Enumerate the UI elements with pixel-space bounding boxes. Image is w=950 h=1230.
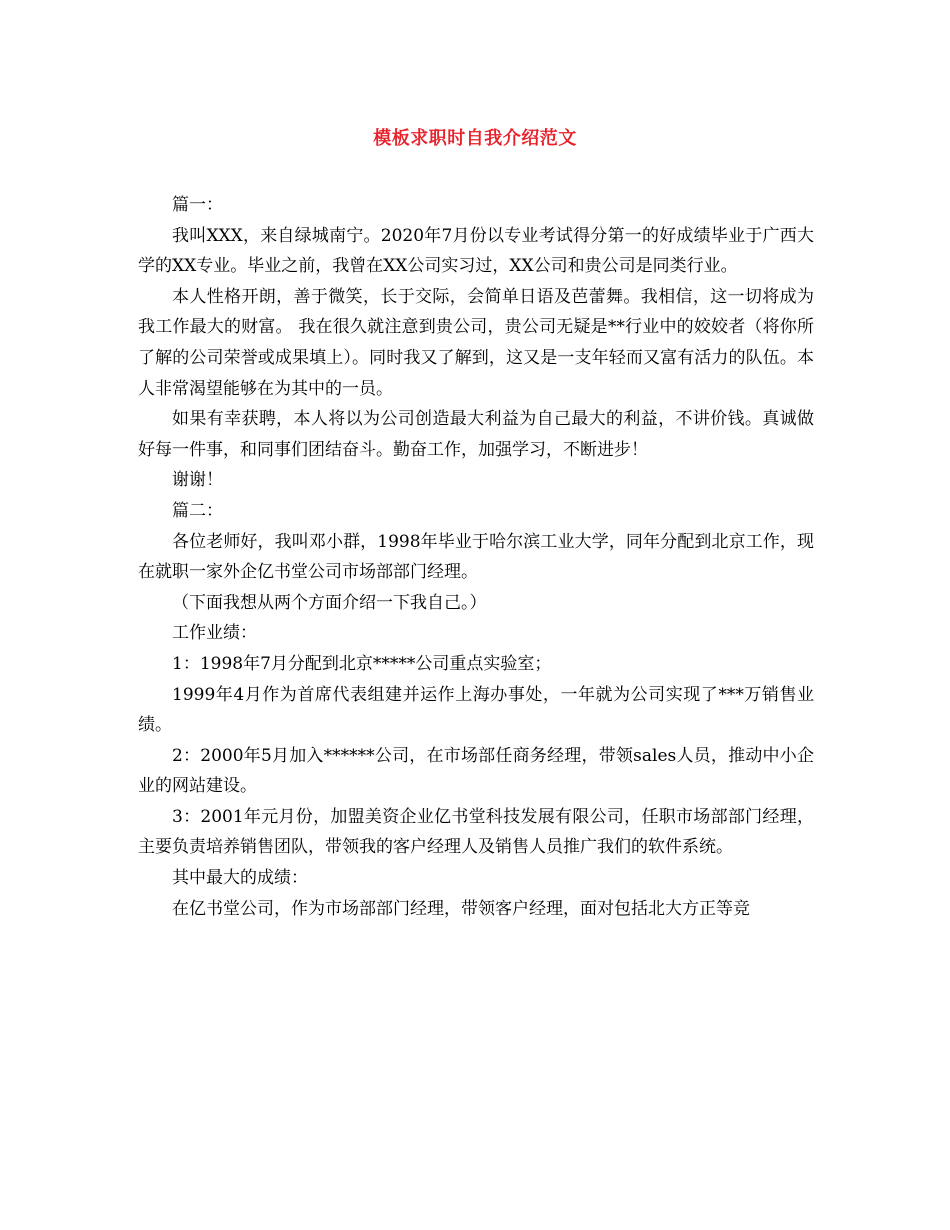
paragraph: 1999年4月作为首席代表组建并运作上海办事处，一年就为公司实现了***万销售业绩。 <box>138 684 814 736</box>
paragraph: 谢谢！ <box>172 470 223 491</box>
paragraph: 本人性格开朗，善于微笑，长于交际，会简单日语及芭蕾舞。我相信，这一切将成为我工作最大的财富。 我在很久就注意到贵公司，贵公司无疑是**行业中的姣姣者（将你所了解的公司荣誉或成果填上）。同时我又了解到，这又是一支年轻而又富有活力的队伍。本人非常渴望能够在为其中的一员。 <box>138 286 814 399</box>
paragraph: 各位老师好，我叫邓小群，1998年毕业于哈尔滨工业大学，同年分配到北京工作，现在就职一家外企亿书堂公司市场部部门经理。 <box>138 531 814 583</box>
paragraph: 在亿书堂公司，作为市场部部门经理，带领客户经理，面对包括北大方正等竞 <box>172 898 750 919</box>
paragraph: 其中最大的成绩： <box>172 868 308 889</box>
document-title: 模板求职时自我介绍范文 <box>373 128 577 149</box>
paragraph: 如果有幸获聘，本人将以为公司创造最大利益为自己最大的利益，不讲价钱。真诚做好每一件事，和同事们团结奋斗。勤奋工作，加强学习，不断进步！ <box>138 409 814 460</box>
paragraph: 篇一： <box>172 195 223 215</box>
paragraph: 我叫XXX，来自绿城南宁。2020年7月份以专业考试得分第一的好成绩毕业于广西大学的XX专业。毕业之前，我曾在XX公司实习过，XX公司和贵公司是同类行业。 <box>138 225 814 277</box>
paragraph: （下面我想从两个方面介绍一下我自己。） <box>172 592 487 613</box>
paragraph: 篇二： <box>172 500 223 521</box>
paragraph: 2：2000年5月加入******公司，在市场部任商务经理，带领sales人员，推动中小企业的网站建设。 <box>138 745 814 797</box>
document-body <box>138 190 814 924</box>
paragraph: 1：1998年7月分配到北京*****公司重点实验室； <box>172 653 552 674</box>
paragraph: 3：2001年元月份，加盟美资企业亿书堂科技发展有限公司，任职市场部部门经理，主要负责培养销售团队，带领我的客户经理人及销售人员推广我们的软件系统。 <box>138 806 814 858</box>
paragraph: 工作业绩： <box>172 623 257 644</box>
